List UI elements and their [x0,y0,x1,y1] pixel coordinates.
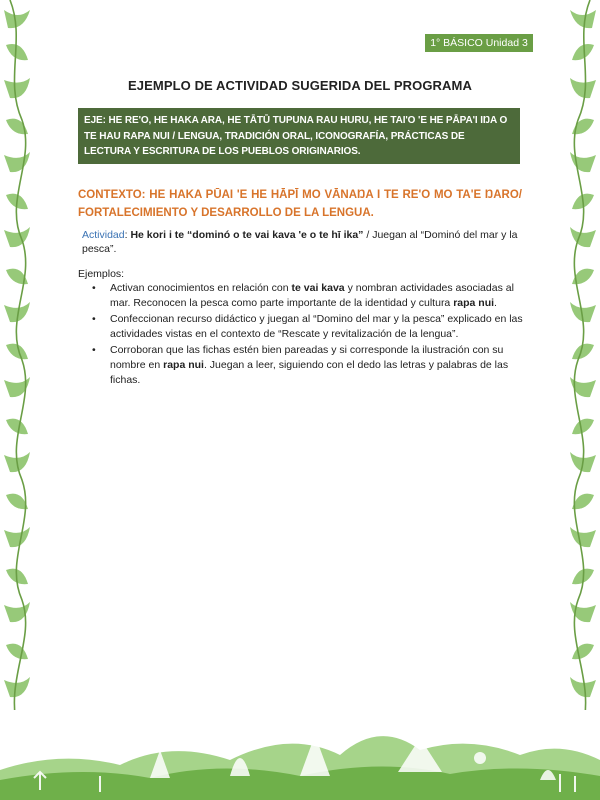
right-decorative-border [564,0,600,730]
ejemplos-label: Ejemplos: [78,268,125,280]
actividad-colon: : [124,229,131,241]
list-item [92,343,524,388]
actividad-title-rapanui: He kori i te “dominó o te vai kava 'e o te hī ika” [130,229,364,241]
contexto-heading: CONTEXTO: HE HAKA PŪAI 'E HE HĀPĪ MO VĀNAŊA I TE RE'O MO TA'E ŊARO/ FORTALECIMIENTO Y DESARROLLO DE LA LENGUA. [78,189,522,219]
left-decorative-border [0,0,36,730]
bullet-icon: • [92,344,96,356]
list-item [92,312,524,342]
item-text: Activan conocimientos en relación con [110,282,292,294]
grade-unit-badge: 1° BÁSICO Unidad 3 [425,34,533,52]
ejemplos-list [92,281,524,389]
item-text: Confeccionan recurso didáctico y juegan al “Domino del mar y la pesca” explicado en las actividades vistas en el contexto de “Rescate y revitalización de la lengua”. [110,313,523,340]
item-bold: rapa nui [453,297,495,309]
item-text: . [494,297,497,309]
page-title: EJEMPLO DE ACTIVIDAD SUGERIDA DEL PROGRAMA [128,78,472,93]
footer-landscape-illustration [0,710,600,800]
actividad-paragraph [82,228,522,256]
bullet-icon: • [92,282,96,294]
actividad-title-spanish: / Juegan al “Dominó del mar y la pesca”. [82,229,518,255]
bullet-icon: • [92,313,96,325]
item-bold: te vai kava [291,282,345,294]
item-text: . Juegan a leer, siguiendo con el dedo las letras y palabras de las fichas. [110,359,509,386]
actividad-label: Actividad [82,229,125,241]
eje-banner: EJE: HE RE'O, HE HAKA ARA, HE TĀTŪ TUPUNA RAU HURU, HE TAI'O 'E HE PĀPA'I IŊA O TE HAU RAPA NUI / LENGUA, TRADICIÓN ORAL, ICONOGRAFÍA, PRÁCTICAS DE LECTURA Y ESCRITURA DE LOS PUEBLOS ORIGINARIOS. [78,108,520,164]
item-bold: rapa nui [163,359,204,371]
item-text: Corroboran que las fichas estén bien pareadas y si corresponde la ilustración con su nombre en [110,344,504,371]
item-text: y nombran actividades asociadas al mar. Reconocen la pesca como parte importante de la identidad y cultura [110,282,514,309]
list-item [92,281,524,311]
